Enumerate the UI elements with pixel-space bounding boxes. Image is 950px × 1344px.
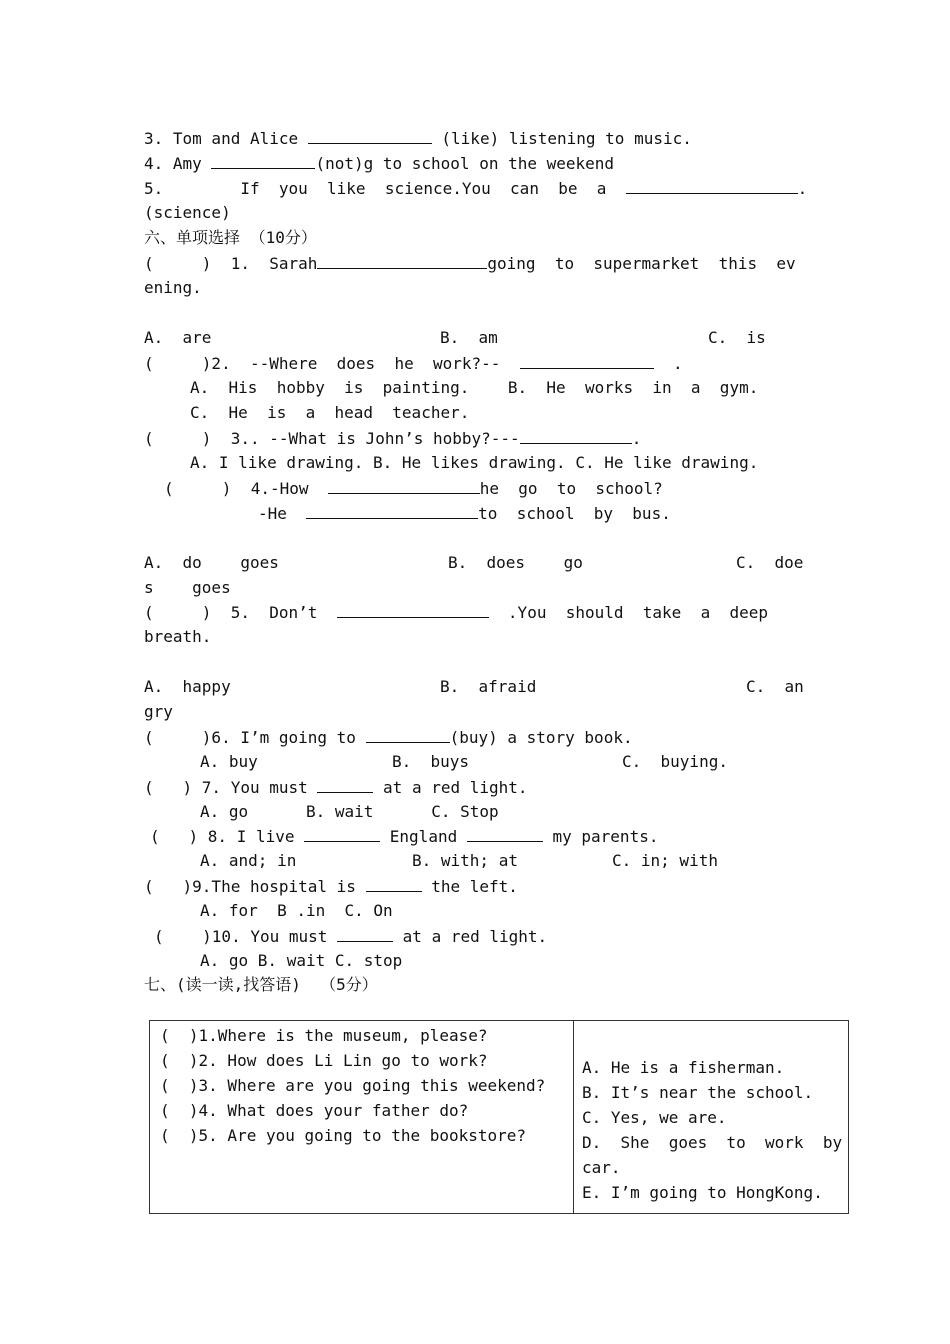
fill-question-3 <box>144 128 692 149</box>
answer-blank[interactable] <box>337 926 393 942</box>
mc-question-8 <box>150 826 658 847</box>
mc-q4-reply: -He <box>258 504 287 523</box>
mc-q5-option-a: A. happy <box>144 677 231 696</box>
mc-q3-stem: ( ) 3.. --What is John’s hobby?--- <box>144 429 520 448</box>
mc-q10-stem: ( )10. You must <box>154 927 328 946</box>
mc-q6-option-b: B. buys <box>392 752 470 771</box>
questions-cell <box>150 1021 574 1214</box>
answer-blank[interactable] <box>366 727 450 743</box>
match-answer: car. <box>582 1158 621 1177</box>
fill-q5-number: 5. <box>144 179 164 198</box>
match-question: ( )2. How does Li Lin go to work? <box>160 1051 488 1070</box>
mc-q8-option-c: C. in; with <box>612 851 718 870</box>
mc-q10-options: A. go B. wait C. stop <box>200 951 403 970</box>
mc-q5-option-c: C. an <box>746 677 804 696</box>
mc-question-9 <box>144 876 518 897</box>
mc-q1-option-b: B. am <box>440 328 498 347</box>
answers-cell <box>574 1021 849 1214</box>
mc-q4-option-c-wrap: s goes <box>144 578 231 597</box>
mc-q2-option-c: C. He is a head teacher. <box>190 403 470 422</box>
mc-q4-option-a: A. do goes <box>144 553 279 572</box>
answer-blank[interactable] <box>337 602 489 618</box>
fill-question-4 <box>144 153 614 174</box>
fill-q3-hint: (like) listening to music. <box>441 129 692 148</box>
match-question: ( )3. Where are you going this weekend? <box>160 1076 546 1095</box>
answer-blank[interactable] <box>306 503 478 519</box>
mc-q2-stem: ( )2. --Where does he work?-- <box>144 354 501 373</box>
mc-q6-option-c: C. buying. <box>622 752 728 771</box>
answer-blank[interactable] <box>317 253 487 269</box>
mc-question-6 <box>144 727 633 748</box>
mc-q4-reply-cont: to school by bus. <box>478 504 671 523</box>
matching-table <box>149 1020 849 1214</box>
match-answer: A. He is a fisherman. <box>582 1058 785 1077</box>
mc-question-5 <box>144 602 768 623</box>
mc-q6-stem: ( )6. I’m going to <box>144 728 356 747</box>
mc-q6-option-a: A. buy <box>200 752 258 771</box>
mc-q9-stem-cont: the left. <box>431 877 518 896</box>
answer-blank[interactable] <box>211 153 315 169</box>
mc-q1-option-c: C. is <box>708 328 766 347</box>
match-question: ( )4. What does your father do? <box>160 1101 469 1120</box>
mc-q8-stem-end: my parents. <box>552 827 659 846</box>
fill-q5-text: If you like science.You can be a <box>240 179 607 198</box>
fill-q5-end: . <box>797 179 808 198</box>
answer-blank[interactable] <box>308 128 432 144</box>
fill-question-5 <box>144 178 807 199</box>
mc-q10-stem-cont: at a red light. <box>402 927 548 946</box>
answer-blank[interactable] <box>520 353 654 369</box>
fill-q3-text: 3. Tom and Alice <box>144 129 299 148</box>
mc-question-2 <box>144 353 683 374</box>
answer-blank[interactable] <box>520 428 632 444</box>
mc-q1-stem-cont: going to supermarket this ev <box>487 254 796 273</box>
mc-q4-option-c: C. doe <box>736 553 804 572</box>
mc-q7-stem-cont: at a red light. <box>383 778 528 797</box>
answer-blank[interactable] <box>626 178 798 194</box>
answer-blank[interactable] <box>467 826 543 842</box>
match-question: ( )5. Are you going to the bookstore? <box>160 1126 527 1145</box>
mc-q5-stem-wrap: breath. <box>144 627 212 646</box>
section-7-title: 七、(读一读,找答语) （5分） <box>144 975 378 994</box>
mc-q9-options: A. for B .in C. On <box>200 901 393 920</box>
mc-q5-stem-cont: .You should take a deep <box>507 603 769 622</box>
answer-blank[interactable] <box>304 826 380 842</box>
answer-blank[interactable] <box>317 777 373 793</box>
mc-q8-option-b: B. with; at <box>412 851 518 870</box>
mc-q1-option-a: A. are <box>144 328 212 347</box>
mc-q8-option-a: A. and; in <box>200 851 297 870</box>
mc-question-4 <box>164 478 663 499</box>
mc-q3-options: A. I like drawing. B. He likes drawing. C. He like drawing. <box>190 453 759 472</box>
fill-q4-hint: (not)g to school on the weekend <box>315 154 615 173</box>
mc-q4-option-b: B. does go <box>448 553 583 572</box>
mc-q6-stem-cont: (buy) a story book. <box>449 728 633 747</box>
mc-question-10 <box>154 926 547 947</box>
match-answer: B. It’s near the school. <box>582 1083 814 1102</box>
answer-blank[interactable] <box>328 478 480 494</box>
match-answer: D. She goes to work by <box>582 1133 843 1152</box>
mc-q2-end: . <box>672 354 683 373</box>
fill-q5-hint: (science) <box>144 203 231 222</box>
mc-q5-stem: ( ) 5. Don’t <box>144 603 318 622</box>
mc-q1-stem: ( ) 1. Sarah <box>144 254 318 273</box>
match-answer: E. I’m going to HongKong. <box>582 1183 823 1202</box>
mc-q3-end: . <box>631 429 642 448</box>
section-6-title: 六、单项选择 （10分） <box>144 228 317 247</box>
mc-q4-stem: ( ) 4.-How <box>164 479 309 498</box>
mc-q4-stem-cont: he go to school? <box>479 479 663 498</box>
mc-q8-stem: ( ) 8. I live <box>150 827 295 846</box>
match-answer: C. Yes, we are. <box>582 1108 727 1127</box>
mc-q2-options-ab: A. His hobby is painting. B. He works in a gym. <box>190 378 759 397</box>
mc-q7-stem: ( ) 7. You must <box>144 778 308 797</box>
mc-question-7 <box>144 777 528 798</box>
match-question: ( )1.Where is the museum, please? <box>160 1026 488 1045</box>
answer-blank[interactable] <box>366 876 422 892</box>
mc-q8-stem-mid: England <box>389 827 458 846</box>
mc-q4-answer-line <box>258 503 671 524</box>
mc-question-3 <box>144 428 641 449</box>
mc-q5-option-c-wrap: gry <box>144 702 173 721</box>
mc-q7-options: A. go B. wait C. Stop <box>200 802 499 821</box>
mc-q1-stem-wrap: ening. <box>144 278 202 297</box>
fill-q4-text: 4. Amy <box>144 154 202 173</box>
mc-q5-option-b: B. afraid <box>440 677 537 696</box>
mc-q9-stem: ( )9.The hospital is <box>144 877 356 896</box>
mc-question-1 <box>144 253 796 274</box>
